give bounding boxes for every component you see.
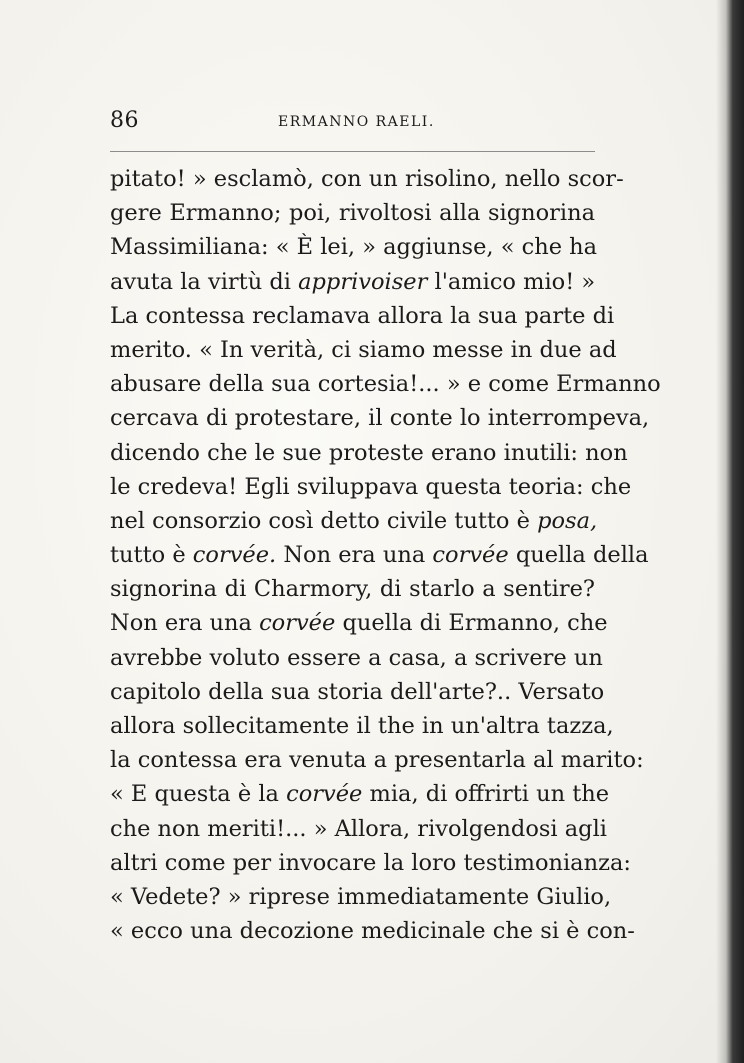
header-rule [110, 151, 595, 152]
text-line: gere Ermanno; poi, rivoltosi alla signorina [110, 200, 595, 227]
italic-word: corvée [432, 542, 509, 569]
page-number: 86 [110, 108, 139, 133]
italic-word: posa, [537, 507, 598, 534]
text-line: cercava di protestare, il conte lo interrompeva, [110, 405, 650, 432]
italic-word: corvée [259, 610, 336, 637]
italic-word: corvée. [192, 542, 277, 569]
text-line: signorina di Charmory, di starlo a sentire? [110, 576, 595, 603]
text-line: abusare della sua cortesia!... » e come Ermanno [110, 371, 661, 398]
text-line: « Vedete? » riprese immediatamente Giulio, [110, 883, 612, 910]
text-line: Non era una corvée quella di Ermanno, che [110, 610, 608, 637]
page-header [110, 106, 595, 140]
text-line: merito. « In verità, ci siamo messe in due ad [110, 336, 617, 363]
text-line: tutto è corvée. Non era una corvée quella della [110, 542, 649, 569]
italic-word: corvée [286, 781, 363, 808]
text-line: La contessa reclamava allora la sua parte di [110, 302, 615, 329]
text-line: che non meriti!... » Allora, rivolgendosi agli [110, 815, 607, 842]
text-line: allora sollecitamente il the in un'altra tazza, [110, 713, 614, 739]
text-line: avrebbe voluto essere a casa, a scrivere un [110, 644, 603, 671]
text-line: avuta la virtù di apprivoiser l'amico mio! » [110, 268, 596, 295]
text-line: capitolo della sua storia dell'arte?.. Versato [110, 678, 605, 705]
text-line: la contessa era venuta a presentarla al marito: [110, 747, 644, 774]
text-line: pitato! » esclamò, con un risolino, nello scor- [110, 166, 624, 192]
text-line: « E questa è la corvée mia, di offrirti un the [110, 781, 610, 808]
text-line: altri come per invocare la loro testimonianza: [110, 849, 631, 876]
page-binding-edge [716, 0, 744, 1063]
italic-word: apprivoiser [298, 268, 428, 295]
body-text [110, 162, 661, 948]
text-line: le credeva! Egli sviluppava questa teoria: che [110, 473, 632, 500]
text-line: Massimiliana: « È lei, » aggiunse, « che ha [110, 234, 598, 261]
running-title: ERMANNO RAELI. [278, 114, 435, 130]
text-line: dicendo che le sue proteste erano inutili: non [110, 439, 628, 466]
text-line: « ecco una decozione medicinale che si è con- [110, 918, 635, 945]
text-line: nel consorzio così detto civile tutto è posa, [110, 507, 598, 534]
